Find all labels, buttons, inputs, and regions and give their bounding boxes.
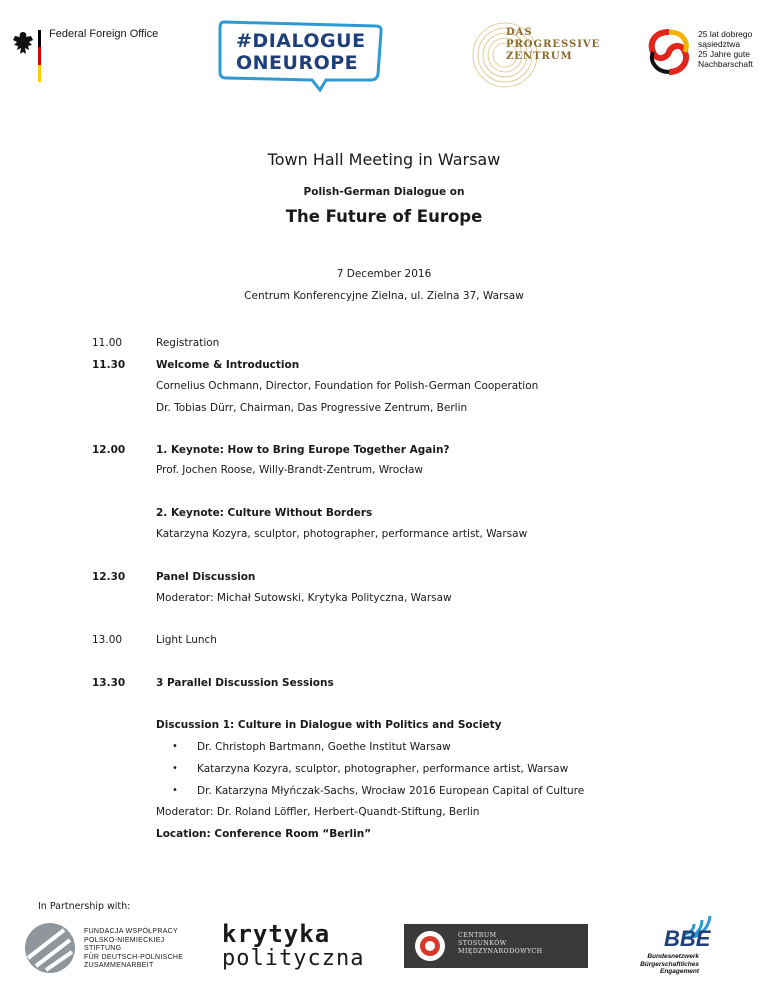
discussion-moderator: Moderator: Dr. Roland Löffler, Herbert-Quandt-Stiftung, Berlin: [156, 806, 480, 818]
discussion-location: Location: Conference Room “Berlin”: [156, 828, 372, 840]
bbe-logo-text: [619, 953, 699, 976]
fundacja-logo-text: [84, 928, 183, 971]
csm-logo-text: [458, 932, 543, 956]
page-heading: The Future of Europe: [285, 207, 483, 226]
bullet: •: [172, 741, 178, 752]
agenda-speaker: Dr. Tobias Dürr, Chairman, Das Progressive Zentrum, Berlin: [156, 402, 468, 414]
german-flag-bar: [38, 30, 41, 82]
agenda-time: 11.30: [92, 359, 126, 371]
list-item: Dr. Katarzyna Młyńczak-Sachs, Wrocław 2016 European Capital of Culture: [197, 785, 585, 797]
agenda-item: Welcome & Introduction: [156, 359, 300, 371]
bbe-line1: Bundesnetzwerk: [647, 953, 699, 960]
krytyka-logo-top: krytyka: [222, 920, 331, 948]
csm-line2: STOSUNKÓW: [458, 940, 507, 947]
fund-line4: FÜR DEUTSCH-POLNISCHE: [84, 953, 184, 961]
list-item: Katarzyna Kozyra, sculptor, photographer, performance artist, Warsaw: [197, 763, 569, 775]
agenda-speaker: Katarzyna Kozyra, sculptor, photographer, performance artist, Warsaw: [156, 528, 528, 540]
agenda-speaker: Cornelius Ochmann, Director, Foundation for Polish-German Cooperation: [156, 380, 539, 392]
dpz-line3: ZENTRUM: [506, 51, 573, 62]
agenda-item: Panel Discussion: [156, 571, 256, 583]
agenda-item: 2. Keynote: Culture Without Borders: [156, 507, 373, 519]
fund-line3: STIFTUNG: [84, 945, 122, 953]
krytyka-logo-bottom: polityczna: [222, 946, 365, 971]
agenda-time: 12.30: [92, 571, 126, 583]
fund-line5: ZUSAMMENARBEIT: [84, 962, 154, 970]
twenty-five-years-label: [698, 29, 753, 69]
eagle-icon: [12, 30, 34, 56]
fund-line2: POLSKO-NIEMIECKIEJ: [84, 936, 165, 944]
dialogue-on-europe-logo: [236, 30, 366, 74]
anniv-line3: 25 Jahre gute: [698, 49, 750, 59]
fundacja-circle-icon: [24, 922, 76, 974]
anniv-line1: 25 lat dobrego: [698, 29, 753, 39]
csm-line3: MIĘDZYNARODOWYCH: [458, 948, 543, 955]
page-subtitle: Polish-German Dialogue on: [303, 186, 465, 198]
bullet: •: [172, 785, 178, 796]
bbe-line3: Engagement: [659, 968, 699, 975]
list-item: Dr. Christoph Bartmann, Goethe Institut Warsaw: [197, 741, 451, 753]
dialogue-line1: #DIALOGUE: [236, 30, 366, 52]
agenda-time: 11.00: [92, 337, 123, 349]
anniv-line4: Nachbarschaft: [698, 59, 753, 69]
partnership-label: In Partnership with:: [38, 901, 131, 912]
federal-foreign-office-label: Federal Foreign Office: [49, 28, 159, 40]
das-progressive-zentrum-logo: [506, 27, 600, 63]
agenda-speaker: Prof. Jochen Roose, Willy-Brandt-Zentrum, Wrocław: [156, 464, 423, 476]
agenda-speaker: Moderator: Michał Sutowski, Krytyka Polityczna, Warsaw: [156, 592, 452, 604]
agenda-time: 12.00: [92, 444, 126, 456]
fund-line1: FUNDACJA WSPÓŁPRACY: [84, 928, 178, 935]
agenda-item: Registration: [156, 337, 220, 349]
twenty-five-years-ribbon-icon: [645, 28, 693, 76]
agenda-item: Light Lunch: [156, 634, 217, 646]
bbe-line2: Bürgerschaftliches: [640, 960, 699, 968]
anniv-line2: sąsiedztwa: [698, 39, 741, 49]
agenda-item: 1. Keynote: How to Bring Europe Together Again?: [156, 444, 450, 456]
dpz-line1: DAS: [506, 27, 533, 38]
event-date: 7 December 2016: [336, 268, 432, 280]
agenda-item: 3 Parallel Discussion Sessions: [156, 677, 334, 689]
csm-line1: CENTRUM: [458, 932, 497, 939]
bbe-logo: BBE: [664, 926, 711, 951]
csm-target-icon: [414, 930, 446, 962]
dialogue-line2: ONEUROPE: [236, 52, 359, 74]
dpz-line2: PROGRESSIVE: [506, 39, 601, 50]
bullet: •: [172, 763, 178, 774]
page-title: Town Hall Meeting in Warsaw: [267, 150, 501, 169]
event-venue: Centrum Konferencyjne Zielna, ul. Zielna 37, Warsaw: [244, 290, 524, 302]
agenda-time: 13.30: [92, 677, 126, 689]
agenda-time: 13.00: [92, 634, 123, 646]
discussion-heading: Discussion 1: Culture in Dialogue with Politics and Society: [156, 719, 502, 731]
